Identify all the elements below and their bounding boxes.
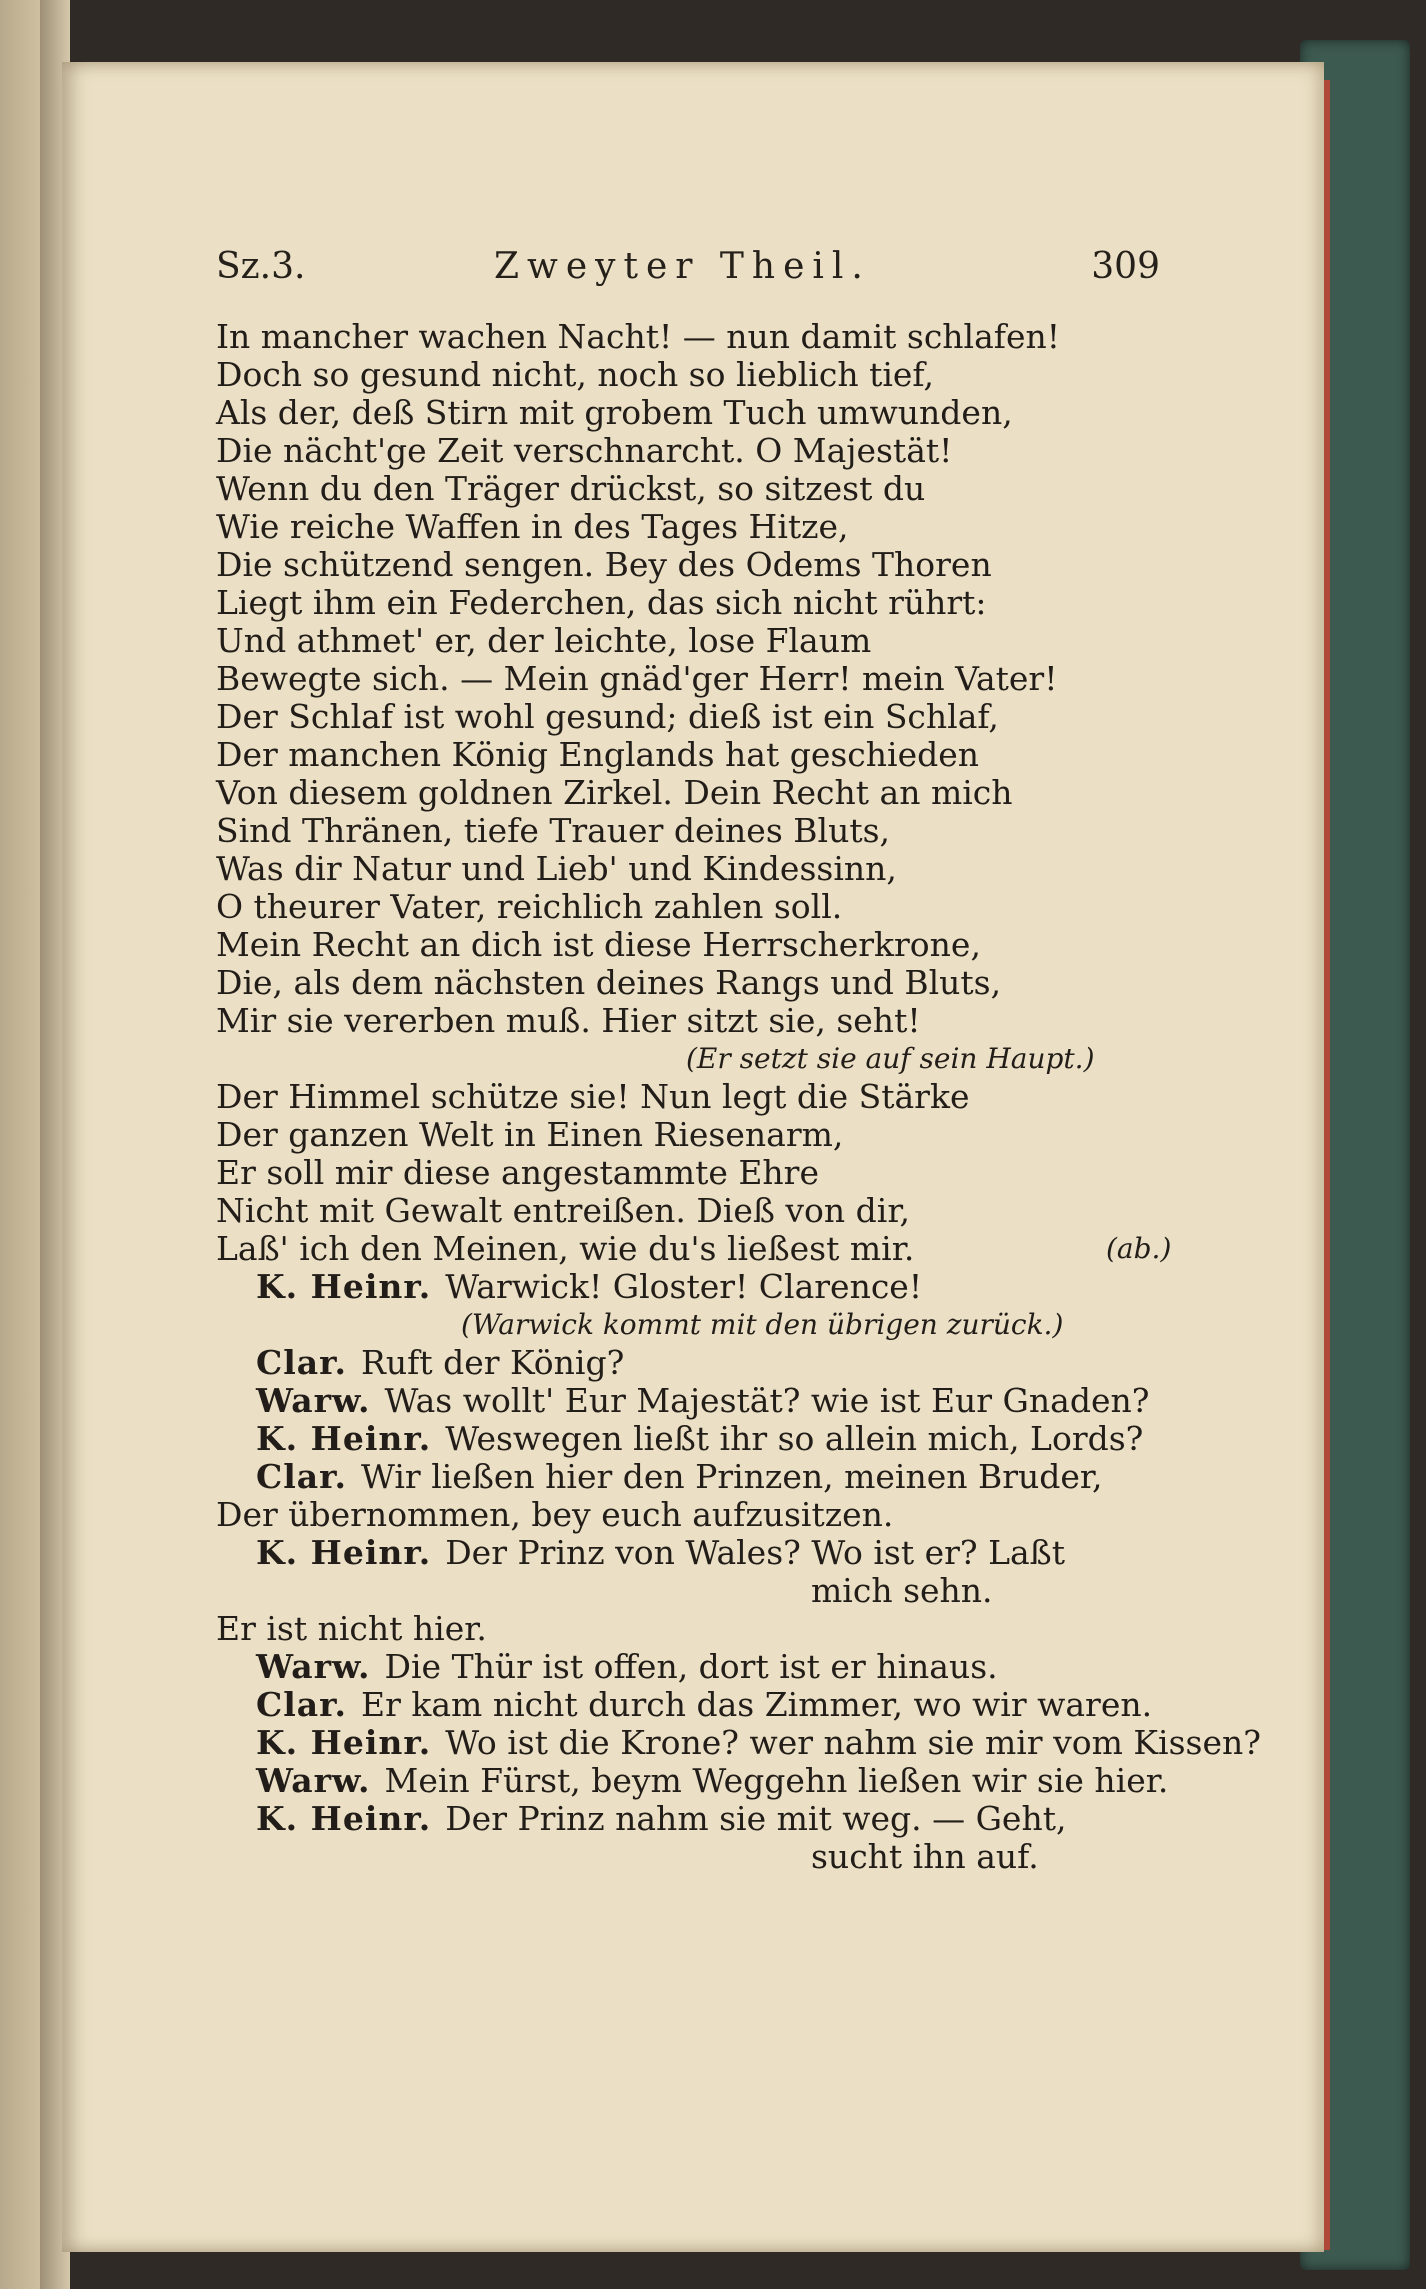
verse-line: Der manchen König Englands hat geschieden	[216, 735, 980, 774]
verse-line: Bewegte sich. — Mein gnäd'ger Herr! mein Vater!	[216, 659, 1058, 698]
verse-line: Die, als dem nächsten deines Rangs und Bluts,	[216, 963, 1002, 1002]
verse-line: Die schützend sengen. Bey des Odems Thoren	[216, 545, 992, 584]
verse-line: Wie reiche Waffen in des Tages Hitze,	[216, 507, 849, 546]
dialogue-line	[216, 1686, 1160, 1724]
wrapped-line: mich sehn.	[811, 1571, 993, 1610]
speaker-name: K. Heinr.	[256, 1723, 432, 1762]
running-title: Zweyter Theil.	[494, 246, 871, 287]
continuation-line: Er ist nicht hier.	[216, 1609, 487, 1648]
speech-text: Der Prinz nahm sie mit weg. — Geht,	[445, 1799, 1067, 1838]
exit-direction: (ab.)	[1106, 1232, 1172, 1265]
dialogue-line	[216, 1420, 1160, 1458]
stage-direction: (Warwick kommt mit den übrigen zurück.)	[461, 1308, 1064, 1341]
dialogue-line	[216, 1723, 1261, 1762]
verse-line: Die nächt'ge Zeit verschnarcht. O Majestät!	[216, 431, 953, 470]
speech-text: Ruft der König?	[361, 1343, 625, 1382]
verse-line: Liegt ihm ein Federchen, das sich nicht rührt:	[216, 583, 987, 622]
speaker-name: Clar.	[256, 1343, 348, 1382]
verse-line: Mein Recht an dich ist diese Herrscherkrone,	[216, 925, 981, 964]
speech-text: Was wollt' Eur Majestät? wie ist Eur Gnaden?	[384, 1381, 1150, 1420]
wrapped-line: sucht ihn auf.	[811, 1837, 1039, 1876]
verse-line: O theurer Vater, reichlich zahlen soll.	[216, 887, 843, 926]
verse-line-with-exit	[216, 1229, 1172, 1268]
dialogue-line	[216, 1344, 1160, 1382]
verse-line: Laß' ich den Meinen, wie du's ließest mir.	[216, 1229, 915, 1268]
verse-line: Als der, deß Stirn mit grobem Tuch umwunden,	[216, 393, 1013, 432]
speech-text: Mein Fürst, beym Weggehn ließen wir sie hier.	[384, 1761, 1169, 1800]
dialogue-line	[216, 1268, 1160, 1306]
speech-text: Wo ist die Krone? wer nahm sie mir vom Kissen?	[445, 1723, 1261, 1762]
page-header	[216, 246, 1160, 296]
verse-line: Und athmet' er, der leichte, lose Flaum	[216, 621, 872, 660]
speaker-name: K. Heinr.	[256, 1799, 432, 1838]
speaker-name: Warw.	[256, 1647, 371, 1686]
verse-line: Von diesem goldnen Zirkel. Dein Recht an mich	[216, 773, 1013, 812]
dialogue-line	[216, 1534, 1160, 1572]
verse-line: Was dir Natur und Lieb' und Kindessinn,	[216, 849, 897, 888]
verse-line: Wenn du den Träger drückst, so sitzest du	[216, 469, 926, 508]
speaker-name: Warw.	[256, 1381, 371, 1420]
previous-page-edge	[0, 0, 40, 2289]
speech-text: Warwick! Gloster! Clarence!	[445, 1267, 923, 1306]
verse-line: Der ganzen Welt in Einen Riesenarm,	[216, 1115, 844, 1154]
continuation-line: Der übernommen, bey euch aufzusitzen.	[216, 1495, 894, 1534]
verse-line: Doch so gesund nicht, noch so lieblich tief,	[216, 355, 934, 394]
verse-text	[216, 317, 1261, 1876]
speech-text: Die Thür ist offen, dort ist er hinaus.	[384, 1647, 998, 1686]
verse-line: Er soll mir diese angestammte Ehre	[216, 1153, 819, 1192]
speaker-name: K. Heinr.	[256, 1419, 432, 1458]
verse-line: Sind Thränen, tiefe Trauer deines Bluts,	[216, 811, 891, 850]
page-number: 309	[1091, 246, 1160, 287]
signature-mark: Sz.3.	[216, 246, 306, 287]
dialogue-line	[216, 1648, 1160, 1686]
dialogue-line	[216, 1382, 1160, 1420]
speaker-name: Clar.	[256, 1457, 348, 1496]
speaker-name: Clar.	[256, 1685, 348, 1724]
dialogue-line	[216, 1761, 1169, 1800]
speech-text: Der Prinz von Wales? Wo ist er? Laßt	[445, 1533, 1065, 1572]
verse-line: Der Himmel schütze sie! Nun legt die Stärke	[216, 1077, 970, 1116]
speech-text: Er kam nicht durch das Zimmer, wo wir waren.	[361, 1685, 1153, 1724]
speech-text: Weswegen ließt ihr so allein mich, Lords?	[445, 1419, 1144, 1458]
verse-line: Mir sie vererben muß. Hier sitzt sie, seht!	[216, 1001, 921, 1040]
stage-direction: (Er setzt sie auf sein Haupt.)	[686, 1042, 1095, 1075]
speaker-name: K. Heinr.	[256, 1533, 432, 1572]
speaker-name: K. Heinr.	[256, 1267, 432, 1306]
verse-line: Nicht mit Gewalt entreißen. Dieß von dir,	[216, 1191, 910, 1230]
speaker-name: Warw.	[256, 1761, 371, 1800]
verse-line: In mancher wachen Nacht! — nun damit schlafen!	[216, 317, 1061, 356]
speech-text: Wir ließen hier den Prinzen, meinen Bruder,	[361, 1457, 1103, 1496]
verse-line: Der Schlaf ist wohl gesund; dieß ist ein Schlaf,	[216, 697, 999, 736]
dialogue-line	[216, 1458, 1160, 1496]
dialogue-line	[216, 1800, 1160, 1838]
